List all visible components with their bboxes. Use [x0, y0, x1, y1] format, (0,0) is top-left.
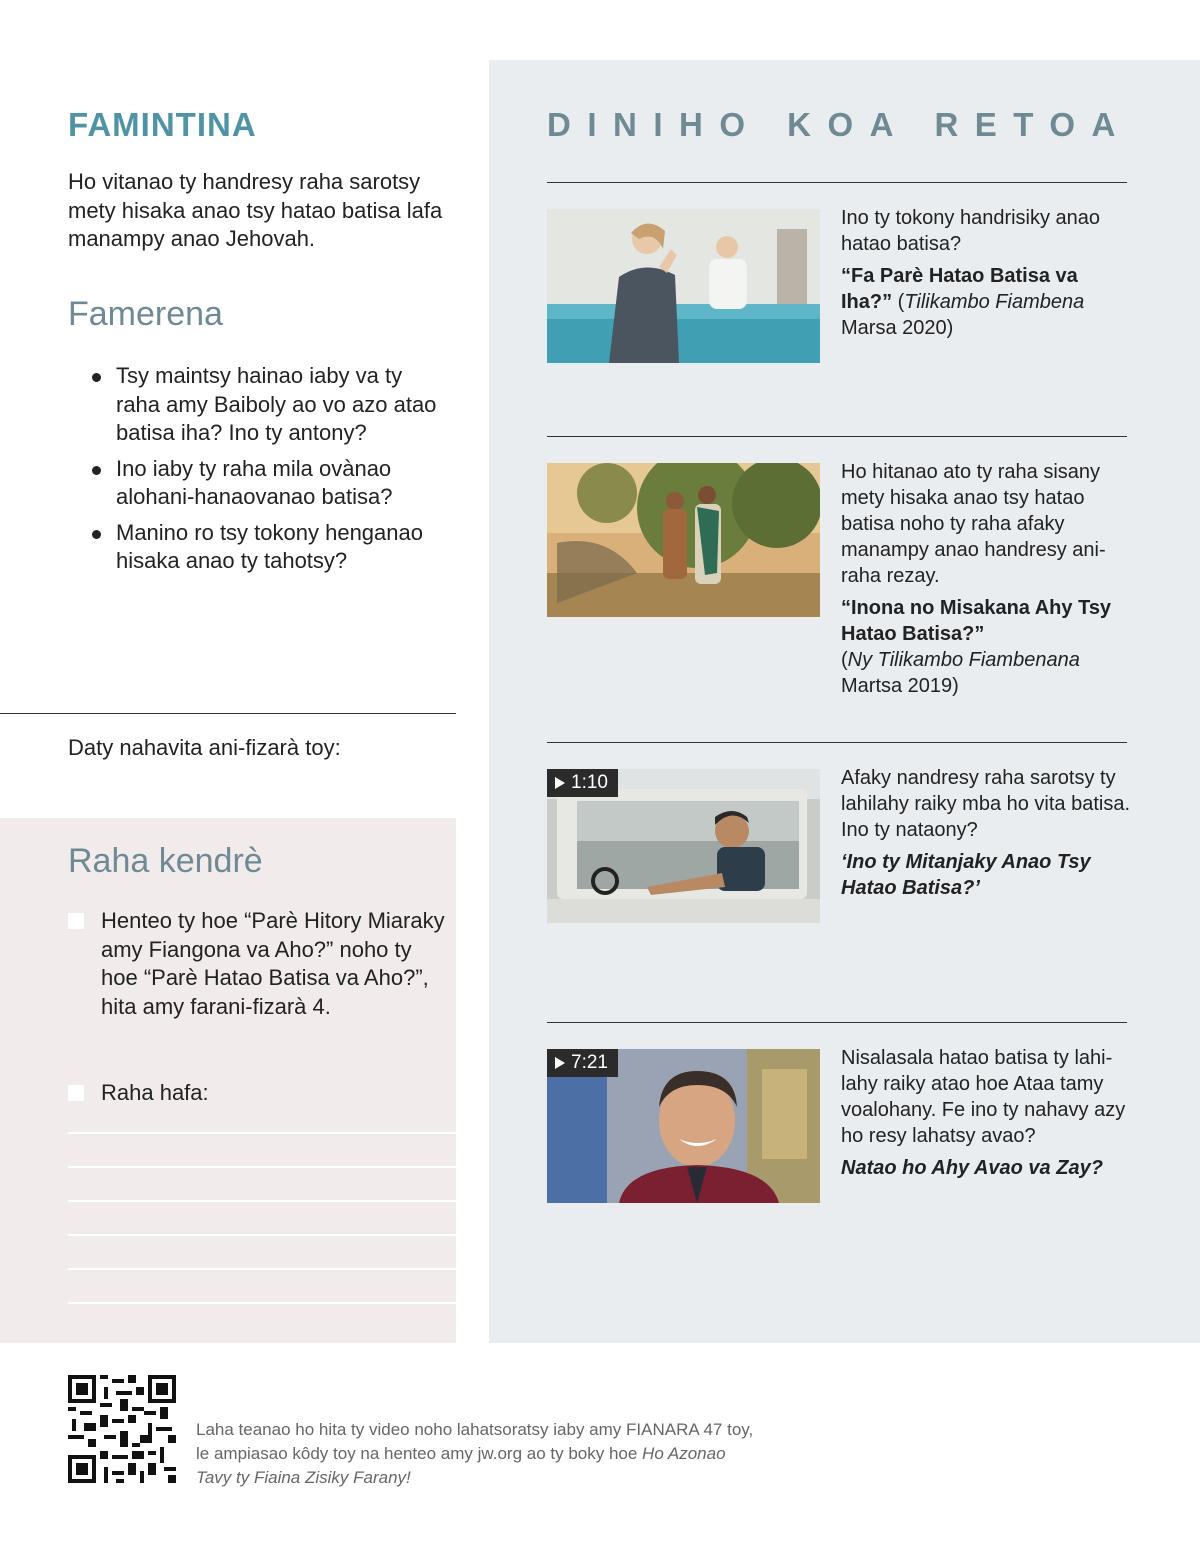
video-title[interactable]: Natao ho Ahy Avao va Zay? [841, 1157, 1103, 1179]
footer-note [196, 1418, 756, 1490]
article-title[interactable]: “Inona no Misakana Ahy Tsy Hatao Batisa?” [841, 597, 1112, 645]
study-card-text [841, 459, 1131, 699]
source-date: Marsa 2020) [841, 317, 954, 339]
review-item-text: Manino ro tsy tokony henganao hisaka anao ty tahotsy? [116, 519, 423, 573]
divider [0, 713, 456, 714]
review-list [92, 362, 452, 583]
writing-line[interactable] [68, 1234, 456, 1236]
article-thumbnail[interactable] [547, 463, 820, 617]
study-card-text [841, 205, 1131, 341]
card-description: Nisalasala hatao batisa ty lahi-lahy raiky atao hoe Ataa tamy voalohany. Fe ino ty nahavy azy ho resy lahatsy avao? [841, 1047, 1126, 1147]
divider [547, 742, 1127, 743]
goal-text: Raha hafa: [101, 1080, 209, 1105]
video-duration: 1:10 [571, 772, 608, 793]
article-title-link[interactable] [841, 263, 1131, 341]
checkbox-icon[interactable] [68, 913, 84, 929]
divider [547, 182, 1127, 183]
goal-checkbox-item[interactable] [68, 907, 448, 1021]
divider [547, 1022, 1127, 1023]
review-heading: Famerena [68, 295, 223, 333]
writing-line[interactable] [68, 1166, 456, 1168]
video-duration-badge [547, 769, 618, 797]
review-item [92, 362, 452, 448]
card-description: Afaky nandresy raha sarotsy ty lahilahy raiky mba ho vita batisa. Ino ty nataony? [841, 767, 1131, 841]
bullet-icon [92, 466, 101, 475]
summary-heading: FAMINTINA [68, 106, 257, 143]
review-item-text: Ino iaby ty raha mila ovànao alohani-hanaovanao batisa? [116, 455, 393, 509]
writing-line[interactable] [68, 1200, 456, 1202]
qr-code-icon[interactable] [68, 1375, 176, 1483]
completion-date-label[interactable]: Daty nahavita ani-fizarà toy: [68, 735, 341, 760]
video-duration-badge [547, 1049, 618, 1077]
play-icon [555, 1057, 565, 1069]
goal-text: Henteo ty hoe “Parè Hitory Miaraky amy Fiangona va Aho?” noho ty hoe “Parè Hatao Batisa va Aho?”, hita amy farani-fizarà 4. [101, 908, 445, 1019]
book-title: Ho Azonao Tavy ty Fiaina Zisiky Farany! [196, 1444, 726, 1487]
footer-note-text: Laha teanao ho hita ty video noho lahatsoratsy iaby amy FIANARA 47 toy, le ampiasao kôdy toy na henteo amy jw.org ao ty boky hoe [196, 1420, 754, 1463]
writing-line[interactable] [68, 1132, 456, 1134]
play-icon [555, 777, 565, 789]
article-thumbnail[interactable] [547, 209, 820, 363]
source-open: ( [892, 291, 905, 313]
source-publication: Tilikambo Fiambena [904, 291, 1085, 313]
further-study-heading: DINIHO KOA RETOA [547, 106, 1132, 143]
writing-line[interactable] [68, 1268, 456, 1270]
study-card-text [841, 1045, 1131, 1181]
goal-checkbox-item[interactable] [68, 1079, 448, 1108]
video-thumbnail[interactable] [547, 769, 820, 923]
other-goals-heading: Raha kendrè [68, 842, 263, 880]
woman-baptism-pool-image [547, 209, 820, 363]
video-thumbnail[interactable] [547, 1049, 820, 1203]
source-open: ( [841, 649, 848, 671]
article-title[interactable]: “Fa Parè Hatao Batisa va Iha?” [841, 265, 1078, 313]
source-date: Martsa 2019) [841, 675, 959, 697]
bullet-icon [92, 530, 101, 539]
writing-line[interactable] [68, 1302, 456, 1304]
video-title[interactable]: ‘Ino ty Mitanjaky Anao Tsy Hatao Batisa?’ [841, 851, 1091, 899]
review-item [92, 519, 452, 576]
checkbox-icon[interactable] [68, 1085, 84, 1101]
bullet-icon [92, 373, 101, 382]
summary-text: Ho vitanao ty handresy raha sarotsy mety hisaka anao tsy hatao batisa lafa manampy anao Jehovah. [68, 169, 443, 251]
video-duration: 7:21 [571, 1052, 608, 1073]
study-card-text [841, 765, 1131, 901]
card-description: Ho hitanao ato ty raha sisany mety hisaka anao tsy hatao batisa noho ty raha afaky manampy anao handresy ani-raha rezay. [841, 461, 1106, 587]
divider [547, 436, 1127, 437]
article-source [841, 647, 1131, 699]
card-description: Ino ty tokony handrisiky anao hatao batisa? [841, 207, 1101, 255]
source-publication: Ny Tilikambo Fiambenana [847, 649, 1080, 671]
review-item-text: Tsy maintsy hainao iaby va ty raha amy Baiboly ao vo azo atao batisa iha? Ino ty antony? [116, 363, 437, 445]
philip-and-eunuch-painting [547, 463, 820, 617]
review-item [92, 455, 452, 512]
